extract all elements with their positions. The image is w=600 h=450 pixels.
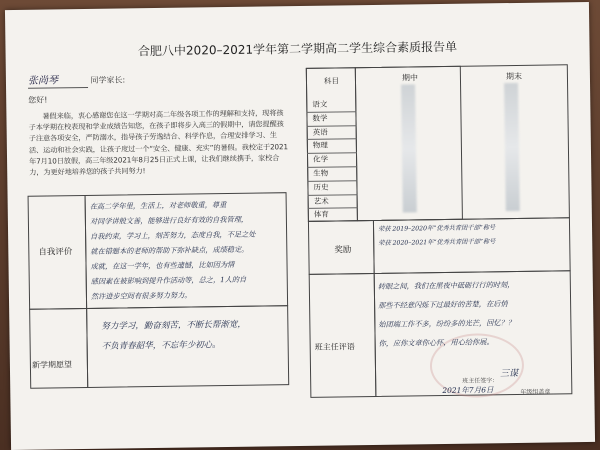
subject-name: 化学 — [313, 154, 329, 164]
teacher-comment-label-cell — [309, 273, 377, 398]
greeting-suffix: 同学家长: — [90, 75, 126, 85]
wish-label: 新学期愿望 — [31, 360, 72, 370]
grades-subject-list — [306, 97, 358, 222]
wish-text — [101, 314, 288, 357]
self-eval-text — [90, 196, 287, 304]
subject-name: 生物 — [313, 168, 329, 178]
blurred-final-scores — [504, 83, 520, 211]
teacher-comment-line: 转眼之间，我们在黑夜中砥砺行行的时刻， — [377, 280, 515, 291]
report-card-paper — [5, 2, 595, 450]
self-eval-line: 对同学讲般文善，能够进行良好有效的自我管理， — [89, 214, 249, 226]
teacher-sign-label: 班主任签字： — [462, 377, 499, 385]
award-line: 荣获 2019–2020年“优秀共青团干部”称号 — [378, 224, 496, 233]
letter-block — [28, 72, 289, 178]
grades-header-subject: 科目 — [323, 76, 340, 86]
blurred-midterm-scores — [401, 84, 417, 212]
subject-name: 物理 — [312, 140, 328, 151]
subject-name: 语文 — [312, 99, 328, 109]
grades-header-midterm: 期中 — [401, 73, 419, 83]
student-name: 张尚琴 — [28, 75, 88, 89]
self-eval-label: 自我评价 — [38, 247, 73, 258]
teacher-comment-line: 你，应你文章你心怀，用心给你展。 — [378, 337, 494, 348]
award-line: 荣获 2020–2021年“优秀共青团干部”称号 — [378, 238, 496, 247]
teacher-signature: 三谋 — [500, 368, 519, 380]
letter-body — [28, 107, 289, 178]
subject-name: 数学 — [312, 113, 328, 123]
subject-name: 英语 — [312, 127, 328, 137]
self-eval-line: 就在错题本的老师的帮助下弥补缺点，成绩稳定。 — [90, 244, 249, 256]
subject-name: 体育 — [313, 209, 329, 220]
subject-name: 艺术 — [313, 196, 329, 206]
wish-line: 努力学习，勤奋刻苦，不断长帮渐宽， — [101, 319, 246, 332]
teacher-comment-line: 那些不经意闪烁下过最好的苦楚，在后悄 — [378, 299, 508, 310]
document-title: 合肥八中2020–2021学年第二学期高二学生综合素质报告单 — [137, 39, 458, 59]
teacher-comment-text — [378, 274, 569, 353]
self-eval-line: 在高二学年里，生活上，对老师敬重，尊重 — [89, 200, 227, 211]
subject-name: 历史 — [313, 182, 329, 192]
grade-stamp-label: 年级组盖章 — [520, 388, 551, 396]
teacher-comment-line: 始团端工作不多，纷纷多的光芒，回忆？？ — [378, 318, 516, 329]
self-eval-line: 成就，在这一学年，也有些遗憾，比如因为情 — [90, 259, 235, 271]
self-eval-line: 然许进步空间有很多努力努力。 — [90, 290, 192, 301]
salutation: 您好! — [28, 95, 48, 105]
greeting-line — [28, 72, 288, 89]
awards-label: 奖励 — [334, 245, 352, 256]
wish-label-cell — [29, 308, 88, 389]
wish-line: 不负青春韶华，不忘年少初心。 — [101, 340, 221, 352]
grades-header-final: 期末 — [505, 71, 522, 82]
date-handwritten: 2021年7月6日 — [442, 385, 494, 396]
self-eval-line: 自我约束，学习上，刻苦努力，态度自我，不足之处 — [90, 229, 256, 241]
teacher-comment-label: 班主任评语 — [314, 342, 355, 352]
self-eval-line: 感因素在被影响到提升作活动等，总之，1人的自 — [90, 274, 247, 286]
awards-text — [378, 220, 568, 251]
letter-text: 暑假来临，衷心感谢您在这一学期对高二年级各项工作的理解和支持，现将孩子本学期在校表现和学业成绩告知您，在孩子即将步入高三的假期中，请您提醒孩子注意各项安全，严防溺水，指导孩子劳逸结合、科学作息，合理安排学习、生活、运动和社会实践，让孩子度过一个“安全、健康、充实”的暑假。我校定于2021年7月10日放假，高三年级2021年8月25日正式上课，让我们继续携手，家校合力，为更好地培养您的孩子共同努力! — [28, 108, 288, 177]
